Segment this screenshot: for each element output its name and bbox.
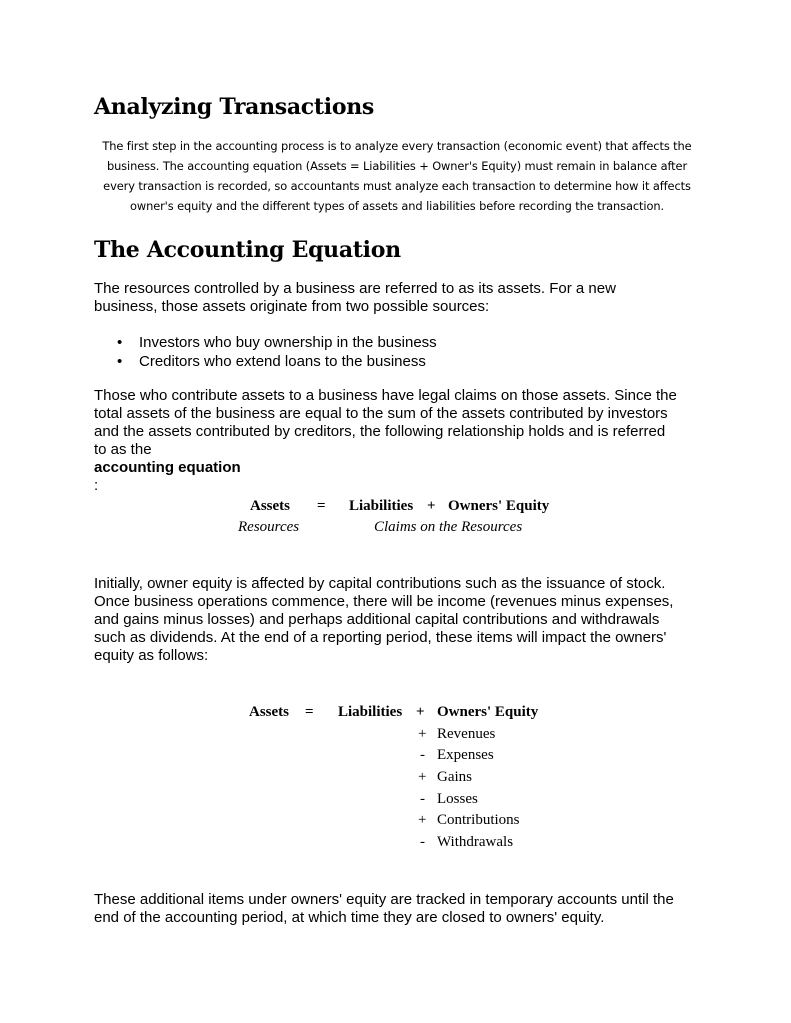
- heading-analyzing-transactions: Analyzing Transactions: [94, 94, 374, 120]
- paragraph-line: total assets of the business are equal to the sum of the assets contributed by investors: [94, 405, 668, 422]
- paragraph-line: equity as follows:: [94, 647, 209, 664]
- eq1-claims-label: Claims on the Resources: [374, 519, 523, 535]
- paragraph-line: such as dividends. At the end of a reporting period, these items will impact the owners': [94, 629, 667, 646]
- eq2-assets: Assets: [249, 704, 289, 720]
- sources-list: [94, 333, 437, 371]
- paragraph-line: [94, 441, 704, 495]
- paragraph-line: Those who contribute assets to a business have legal claims on those assets. Since the: [94, 387, 677, 404]
- eq2-item-label: Contributions: [437, 812, 520, 828]
- bullet-icon: •: [117, 334, 123, 351]
- paragraph-text: to as the: [94, 441, 152, 458]
- paragraph-line: and gains minus losses) and perhaps additional capital contributions and withdrawals: [94, 611, 660, 628]
- accounting-equation-term: accounting equation: [94, 459, 241, 476]
- eq2-item-label: Revenues: [437, 726, 496, 742]
- paragraph-line: These additional items under owners' equity are tracked in temporary accounts until the: [94, 891, 674, 908]
- intro-line: every transaction is recorded, so accountants must analyze each transaction to determine how it affects: [103, 179, 691, 193]
- paragraph-temporary-accounts: [94, 891, 704, 927]
- eq2-item-label: Gains: [437, 769, 472, 785]
- intro-paragraph: [94, 136, 700, 216]
- paragraph-claims: [94, 387, 704, 495]
- paragraph-line: business, those assets originate from two possible sources:: [94, 298, 490, 315]
- eq2-item-sign: -: [420, 747, 425, 763]
- eq2-owners-equity: Owners' Equity: [437, 704, 539, 720]
- eq1-resources-label: Resources: [238, 519, 300, 535]
- eq2-item-sign: +: [418, 726, 427, 742]
- eq1-plus: +: [427, 498, 436, 514]
- eq1-equals: =: [317, 498, 326, 514]
- paragraph-resources: [94, 280, 704, 316]
- paragraph-text: :: [94, 477, 99, 494]
- list-item-text: Investors who buy ownership in the business: [139, 334, 437, 351]
- eq2-item-sign: +: [418, 769, 427, 785]
- eq2-liabilities: Liabilities: [338, 704, 403, 720]
- paragraph-line: Once business operations commence, there will be income (revenues minus expenses,: [94, 593, 674, 610]
- eq1-owners-equity: Owners' Equity: [448, 498, 550, 514]
- paragraph-line: The resources controlled by a business are referred to as its assets. For a new: [94, 280, 616, 297]
- eq2-equals: =: [305, 704, 314, 720]
- intro-line: owner's equity and the different types of assets and liabilities before recording the transaction.: [129, 199, 664, 213]
- paragraph-line: Initially, owner equity is affected by capital contributions such as the issuance of stock.: [94, 575, 666, 592]
- eq2-item-sign: -: [420, 791, 425, 807]
- eq2-plus: +: [416, 704, 425, 720]
- eq2-item-sign: -: [420, 834, 425, 850]
- bullet-icon: •: [117, 353, 123, 370]
- eq2-item-sign: +: [418, 812, 427, 828]
- paragraph-line: and the assets contributed by creditors, the following relationship holds and is referred: [94, 423, 666, 440]
- paragraph-line: end of the accounting period, at which time they are closed to owners' equity.: [94, 909, 605, 926]
- intro-line: The first step in the accounting process is to analyze every transaction (economic event) that affects the: [102, 139, 692, 153]
- eq2-item-label: Losses: [437, 791, 478, 807]
- heading-accounting-equation: The Accounting Equation: [94, 237, 401, 263]
- eq2-item-label: Expenses: [437, 747, 494, 763]
- paragraph-owner-equity: [94, 575, 704, 665]
- intro-line: business. The accounting equation (Assets = Liabilities + Owner's Equity) must remain in balance after: [106, 159, 688, 173]
- list-item: [94, 333, 437, 352]
- eq1-assets: Assets: [250, 498, 290, 514]
- eq2-item-label: Withdrawals: [437, 834, 514, 850]
- list-item-text: Creditors who extend loans to the business: [139, 353, 426, 370]
- eq1-liabilities: Liabilities: [349, 498, 414, 514]
- list-item: [94, 352, 437, 371]
